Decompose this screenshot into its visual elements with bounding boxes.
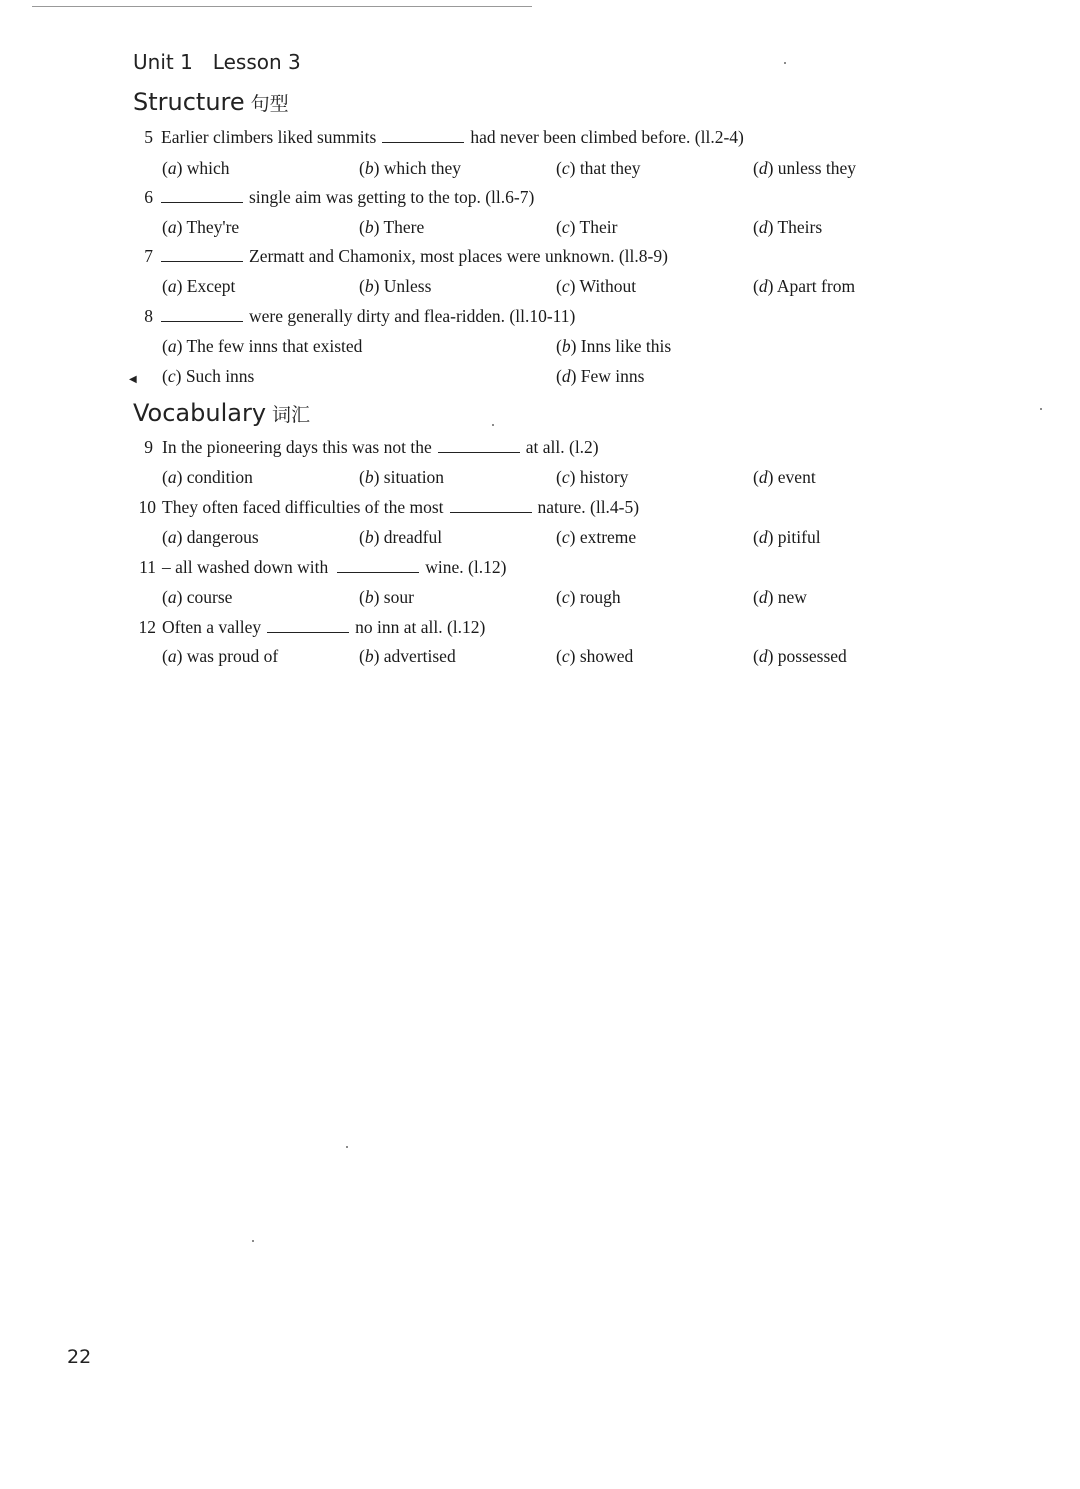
option-b: (b) advertised [359, 646, 456, 666]
option-d: (d) Few inns [556, 366, 645, 386]
option-d: (d) pitiful [753, 527, 821, 547]
structure-heading [133, 88, 289, 116]
question-number: 11 [139, 557, 156, 577]
question-8-stem: were generally dirty and flea-ridden. (ll.10-11) [161, 306, 575, 327]
vocabulary-heading-cn: 词汇 [272, 404, 311, 426]
option-c: (c) that they [556, 158, 641, 178]
option-b: (b) Unless [359, 276, 432, 296]
option-a: (a) dangerous [162, 527, 259, 547]
scan-speck [492, 424, 494, 426]
option-c: (c) Their [556, 217, 618, 237]
question-number: 7 [144, 246, 153, 266]
vocabulary-heading [133, 399, 310, 427]
option-a: (a) The few inns that existed [162, 336, 363, 356]
scan-speck [346, 1146, 348, 1148]
option-c: (c) Such inns [162, 366, 255, 386]
question-number: 10 [138, 497, 156, 517]
structure-heading-en: Structure [133, 88, 245, 116]
option-b: (b) sour [359, 587, 414, 607]
answer-blank [161, 260, 243, 262]
page-header [133, 50, 301, 74]
margin-mark-icon: ◀ [129, 374, 137, 385]
option-d: (d) possessed [753, 646, 847, 666]
scan-speck [784, 62, 786, 64]
option-a: (a) Except [162, 276, 236, 296]
scan-speck [1040, 408, 1042, 410]
answer-blank [161, 320, 243, 322]
option-c: (c) showed [556, 646, 634, 666]
option-d: (d) Apart from [753, 276, 856, 296]
option-d: (d) unless they [753, 158, 857, 178]
option-a: (a) course [162, 587, 233, 607]
page-number: 22 [67, 1346, 92, 1368]
vocabulary-heading-en: Vocabulary [133, 399, 267, 427]
question-10-stem: They often faced difficulties of the most nature. (ll.4-5) [162, 497, 640, 517]
question-number: 6 [144, 187, 153, 207]
option-a: (a) was proud of [162, 646, 279, 666]
question-number: 12 [138, 617, 156, 637]
option-a: (a) They're [162, 217, 240, 237]
answer-blank [161, 201, 243, 203]
question-12-stem: Often a valley no inn at all. (l.12) [162, 617, 486, 637]
option-c: (c) history [556, 467, 629, 487]
top-rule [32, 6, 532, 7]
lesson-label: Lesson 3 [212, 50, 301, 74]
question-5-stem: Earlier climbers liked summits had never been climbed before. (ll.2-4) [161, 127, 744, 147]
option-b: (b) which they [359, 158, 462, 178]
question-number: 8 [144, 306, 153, 326]
option-c: (c) Without [556, 276, 637, 296]
question-7-stem: Zermatt and Chamonix, most places were unknown. (ll.8-9) [161, 246, 668, 267]
option-c: (c) rough [556, 587, 621, 607]
question-9-stem: In the pioneering days this was not the at all. (l.2) [162, 437, 599, 457]
option-d: (d) new [753, 587, 807, 607]
option-b: (b) There [359, 217, 425, 237]
answer-blank [438, 451, 520, 453]
option-d: (d) event [753, 467, 816, 487]
option-a: (a) condition [162, 467, 253, 487]
structure-heading-cn: 句型 [250, 93, 289, 115]
option-b: (b) Inns like this [556, 336, 672, 356]
answer-blank [450, 511, 532, 513]
question-number: 5 [144, 127, 153, 147]
answer-blank [382, 141, 464, 143]
option-c: (c) extreme [556, 527, 637, 547]
option-d: (d) Theirs [753, 217, 823, 237]
question-11-stem: – all washed down with wine. (l.12) [162, 557, 507, 577]
option-b: (b) situation [359, 467, 445, 487]
option-a: (a) which [162, 158, 230, 178]
answer-blank [267, 631, 349, 633]
unit-label: Unit 1 [133, 50, 193, 74]
question-number: 9 [144, 437, 153, 457]
option-b: (b) dreadful [359, 527, 443, 547]
answer-blank [337, 571, 419, 573]
scan-speck [252, 1240, 254, 1242]
question-6-stem: single aim was getting to the top. (ll.6-7) [161, 187, 534, 208]
